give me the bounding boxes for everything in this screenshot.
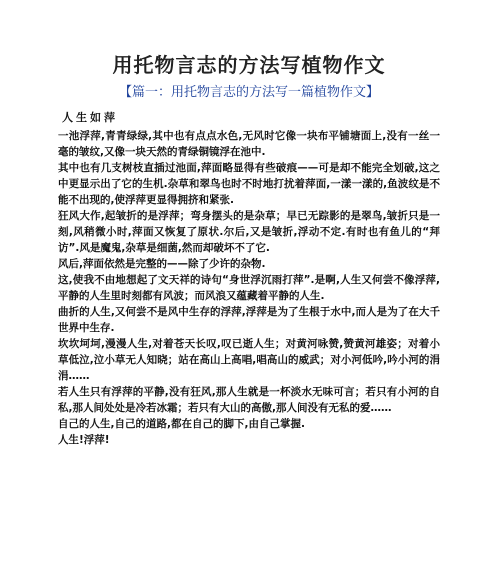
paragraph-8: 若人生只有浮萍的平静,没有狂风,那人生就是一杯淡水无味可言；若只有小河的自私,那人间处处是冷若冰霜；若只有大山的高傲,那人间没有无私的爱……	[58, 386, 440, 414]
section-subtitle: 【篇一：用托物言志的方法写一篇植物作文】	[118, 85, 379, 100]
paragraph-5: 这,使我不由地想起了文天祥的诗句“身世浮沉雨打萍”.是啊,人生又何尝不像浮萍,平静的人生里时刻都有风波；而风浪又蕴藏着平静的人生.	[58, 274, 440, 302]
paragraph-6: 曲折的人生,又何尝不是风中生存的浮萍,浮萍是为了生根于水中,而人是为了在大千世界中生存.	[58, 306, 440, 334]
essay-heading: 人生如萍	[62, 111, 118, 124]
paragraph-2: 其中也有几支树枝直插过池面,萍面略显得有些破痕——可是却不能完全划破,这之中更显示出了它的生机.杂草和翠鸟也时不时地打扰着萍面,一漾一漾的,鱼波纹是不能不出现的,使浮萍更显得拥挤和紧张.	[58, 162, 440, 206]
document-title: 用托物言志的方法写植物作文	[112, 53, 386, 77]
paragraph-10: 人生!浮萍!	[58, 434, 110, 446]
paragraph-3: 狂风大作,起皱折的是浮萍；弯身摆头的是杂草；早已无踪影的是翠鸟,皱折只是一刻,风稍微小时,萍面又恢复了原状.尔后,又是皱折,浮动不定.有时也有鱼儿的“拜访”.风是魔鬼,杂草是细菌,然而却破坏不了它.	[58, 210, 440, 254]
paragraph-9: 自己的人生,自己的道路,都在自己的脚下,由自己掌握.	[58, 418, 305, 430]
document-page	[58, 52, 440, 448]
paragraph-4: 风后,萍面依然是完整的——除了少许的杂物.	[58, 258, 266, 270]
paragraph-7: 坎坎坷坷,漫漫人生,对着苍天长叹,叹已逝人生；对黄河咏赞,赞黄河雄姿；对着小草低泣,泣小草无人知晓；站在高山上高唱,唱高山的威武；对小河低吟,吟小河的涓涓……	[58, 338, 440, 382]
paragraph-1: 一池浮萍,青青绿绿,其中也有点点水色,无风时它像一块布平铺塘面上,没有一丝一毫的皱纹,又像一块天然的青绿铜镜浮在池中.	[58, 130, 440, 158]
